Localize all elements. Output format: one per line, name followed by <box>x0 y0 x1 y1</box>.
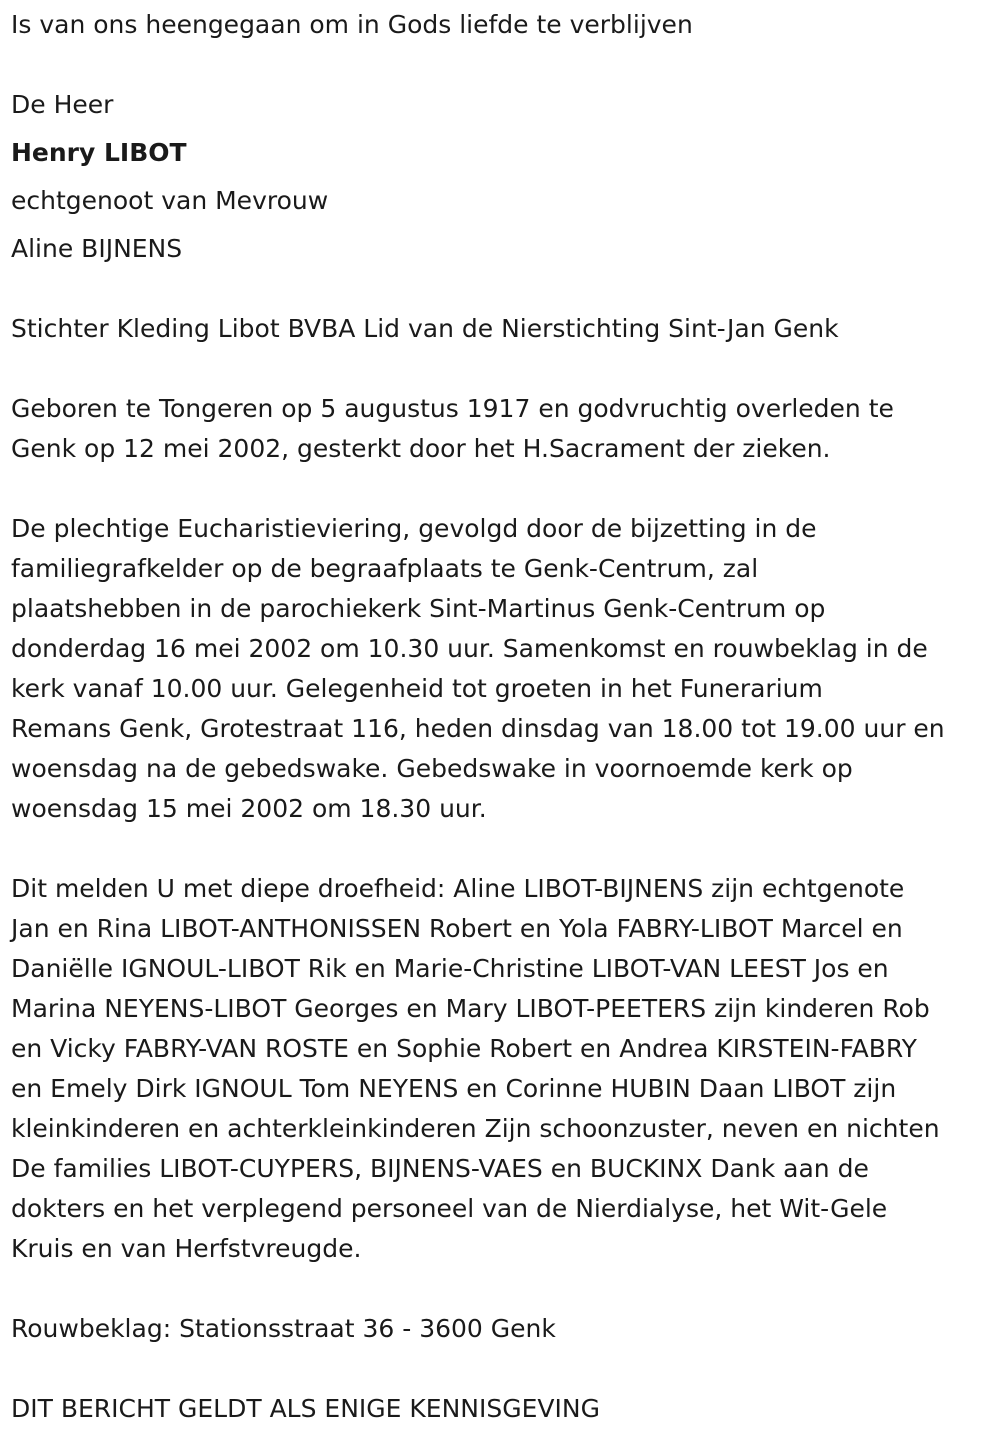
family-line: Daniëlle IGNOUL-LIBOT Rik en Marie-Christine LIBOT-VAN LEEST Jos en <box>11 954 889 983</box>
ceremony-line: plaatshebben in de parochiekerk Sint-Martinus Genk-Centrum op <box>11 594 826 623</box>
condolence-address: Rouwbeklag: Stationsstraat 36 - 3600 Genk <box>11 1314 556 1343</box>
salutation: De Heer <box>11 90 114 119</box>
family-line: Marina NEYENS-LIBOT Georges en Mary LIBOT-PEETERS zijn kinderen Rob <box>11 994 930 1023</box>
intro-line: Is van ons heengegaan om in Gods liefde te verblijven <box>11 10 693 39</box>
ceremony-line: woensdag na de gebedswake. Gebedswake in voornoemde kerk op <box>11 754 853 783</box>
family-line: kleinkinderen en achterkleinkinderen Zijn schoonzuster, neven en nichten <box>11 1114 940 1143</box>
ceremony-line: donderdag 16 mei 2002 om 10.30 uur. Samenkomst en rouwbeklag in de <box>11 634 928 663</box>
affiliation: Stichter Kleding Libot BVBA Lid van de Nierstichting Sint-Jan Genk <box>11 314 839 343</box>
spouse-relation: echtgenoot van Mevrouw <box>11 186 329 215</box>
family-line: en Emely Dirk IGNOUL Tom NEYENS en Corinne HUBIN Daan LIBOT zijn <box>11 1074 897 1103</box>
family-line: en Vicky FABRY-VAN ROSTE en Sophie Robert en Andrea KIRSTEIN-FABRY <box>11 1034 917 1063</box>
ceremony-line: De plechtige Eucharistieviering, gevolgd door de bijzetting in de <box>11 514 817 543</box>
ceremony-line: Remans Genk, Grotestraat 116, heden dinsdag van 18.00 tot 19.00 uur en <box>11 714 945 743</box>
family-line: Jan en Rina LIBOT-ANTHONISSEN Robert en Yola FABRY-LIBOT Marcel en <box>11 914 903 943</box>
ceremony-line: familiegrafkelder op de begraafplaats te Genk-Centrum, zal <box>11 554 759 583</box>
closing-statement: DIT BERICHT GELDT ALS ENIGE KENNISGEVING <box>11 1394 600 1423</box>
family-line: dokters en het verplegend personeel van de Nierdialyse, het Wit-Gele <box>11 1194 888 1223</box>
birth-death-line: Geboren te Tongeren op 5 augustus 1917 en godvruchtig overleden te <box>11 394 894 423</box>
ceremony-line: kerk vanaf 10.00 uur. Gelegenheid tot groeten in het Funerarium <box>11 674 823 703</box>
family-line: Kruis en van Herfstvreugde. <box>11 1234 362 1263</box>
spouse-name: Aline BIJNENS <box>11 234 183 263</box>
deceased-name: Henry LIBOT <box>11 138 187 167</box>
birth-death-line: Genk op 12 mei 2002, gesterkt door het H.Sacrament der zieken. <box>11 434 831 463</box>
ceremony-line: woensdag 15 mei 2002 om 18.30 uur. <box>11 794 487 823</box>
family-line: Dit melden U met diepe droefheid: Aline LIBOT-BIJNENS zijn echtgenote <box>11 874 905 903</box>
family-line: De families LIBOT-CUYPERS, BIJNENS-VAES en BUCKINX Dank aan de <box>11 1154 869 1183</box>
